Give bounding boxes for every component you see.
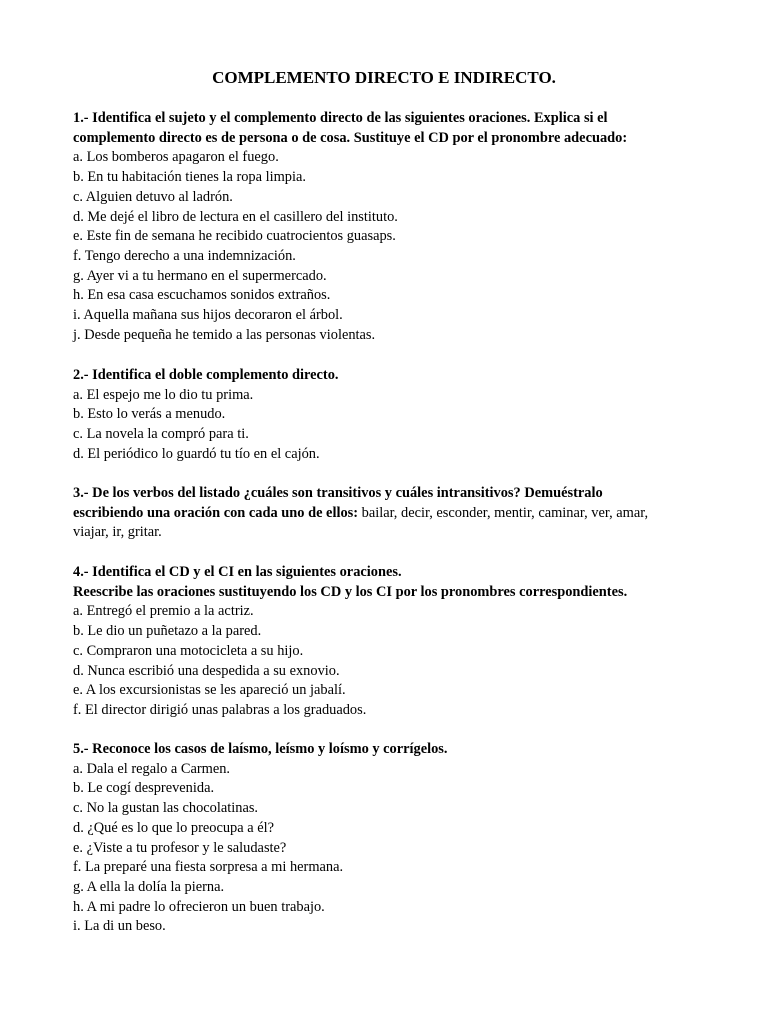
exercise-3-heading-line: 3.- De los verbos del listado ¿cuáles son transitivos y cuáles intransitivos? Demuéstralo bbox=[73, 485, 603, 501]
list-item: f. Tengo derecho a una indemnización. bbox=[73, 247, 296, 264]
exercise-1 bbox=[73, 109, 703, 345]
list-item: d. ¿Qué es lo que lo preocupa a él? bbox=[73, 819, 274, 836]
list-item: d. Nunca escribió una despedida a su exnovio. bbox=[73, 662, 340, 679]
list-item: j. Desde pequeña he temido a las personas violentas. bbox=[73, 326, 376, 343]
list-item: e. A los excursionistas se les apareció un jabalí. bbox=[73, 682, 346, 699]
list-item: d. El periódico lo guardó tu tío en el cajón. bbox=[73, 445, 320, 462]
exercise-3-verb-list: bailar, decir, esconder, mentir, caminar, ver, amar, bbox=[358, 504, 649, 521]
list-item: b. Esto lo verás a menudo. bbox=[73, 406, 226, 423]
list-item: b. Le cogí desprevenida. bbox=[73, 780, 215, 797]
exercise-3-verb-list-continued: viajar, ir, gritar. bbox=[73, 524, 162, 541]
exercise-4-heading-line: 4.- Identifica el CD y el CI en las siguientes oraciones. bbox=[73, 564, 402, 580]
list-item: c. La novela la compró para ti. bbox=[73, 426, 249, 443]
exercise-2-heading: 2.- Identifica el doble complemento directo. bbox=[73, 367, 339, 383]
list-item: g. A ella la dolía la pierna. bbox=[73, 878, 225, 895]
exercise-4-heading-line: Reescribe las oraciones sustituyendo los CD y los CI por los pronombres correspondientes. bbox=[73, 583, 628, 600]
list-item: b. En tu habitación tienes la ropa limpia. bbox=[73, 169, 306, 186]
exercise-4 bbox=[73, 563, 703, 721]
exercise-5-heading: 5.- Reconoce los casos de laísmo, leísmo y loísmo y corrígelos. bbox=[73, 741, 448, 757]
list-item: a. Entregó el premio a la actriz. bbox=[73, 603, 254, 620]
list-item: c. No la gustan las chocolatinas. bbox=[73, 800, 259, 817]
list-item: h. En esa casa escuchamos sonidos extraños. bbox=[73, 287, 331, 304]
page-title: COMPLEMENTO DIRECTO E INDIRECTO. bbox=[212, 68, 556, 87]
exercise-3 bbox=[73, 484, 703, 543]
list-item: c. Alguien detuvo al ladrón. bbox=[73, 188, 233, 205]
exercise-2 bbox=[73, 366, 703, 465]
list-item: c. Compraron una motocicleta a su hijo. bbox=[73, 642, 304, 659]
list-item: g. Ayer vi a tu hermano en el supermercado. bbox=[73, 267, 327, 284]
exercise-1-heading-line: 1.- Identifica el sujeto y el complemento directo de las siguientes oraciones. Explica si el bbox=[73, 110, 608, 126]
list-item: i. Aquella mañana sus hijos decoraron el árbol. bbox=[73, 307, 343, 324]
list-item: h. A mi padre lo ofrecieron un buen trabajo. bbox=[73, 898, 325, 915]
exercise-3-instruction: escribiendo una oración con cada uno de ellos: bbox=[73, 504, 359, 521]
list-item: f. La preparé una fiesta sorpresa a mi hermana. bbox=[73, 859, 344, 876]
exercise-1-heading-line: complemento directo es de persona o de cosa. Sustituye el CD por el pronombre adecuado: bbox=[73, 129, 628, 146]
list-item: d. Me dejé el libro de lectura en el casillero del instituto. bbox=[73, 208, 398, 225]
list-item: i. La di un beso. bbox=[73, 918, 166, 935]
list-item: b. Le dio un puñetazo a la pared. bbox=[73, 623, 262, 640]
list-item: a. El espejo me lo dio tu prima. bbox=[73, 386, 254, 403]
list-item: a. Los bomberos apagaron el fuego. bbox=[73, 149, 279, 166]
exercise-3-heading-line bbox=[73, 504, 703, 524]
exercise-5 bbox=[73, 740, 703, 937]
list-item: a. Dala el regalo a Carmen. bbox=[73, 760, 231, 777]
list-item: f. El director dirigió unas palabras a los graduados. bbox=[73, 701, 367, 718]
list-item: e. Este fin de semana he recibido cuatrocientos guasaps. bbox=[73, 228, 396, 245]
list-item: e. ¿Viste a tu profesor y le saludaste? bbox=[73, 839, 287, 856]
